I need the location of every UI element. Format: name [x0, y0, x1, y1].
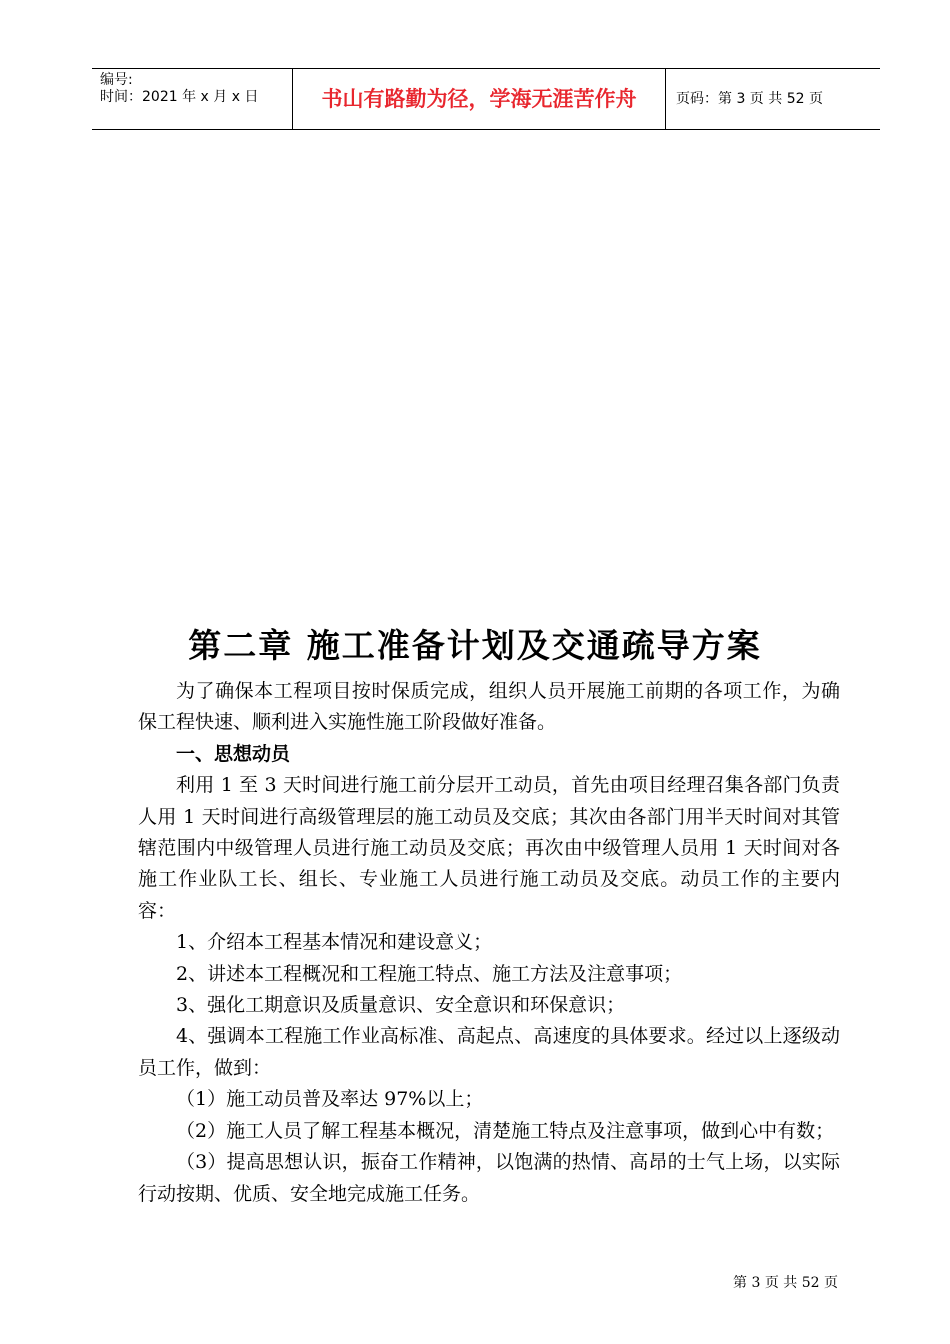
document-time-label: 时间：2021 年 x 月 x 日 [100, 89, 259, 105]
list-item: 1、介绍本工程基本情况和建设意义； [176, 931, 493, 954]
intro-paragraph: 为了确保本工程项目按时保质完成，组织人员开展施工前期的各项工作，为确保工程快速、顺利进入实施性施工阶段做好准备。 [138, 680, 840, 734]
sub-list-item: （3）提高思想认识，振奋工作精神，以饱满的热情、高昂的士气上场，以实际行动按期、优质、安全地完成施工任务。 [138, 1151, 840, 1205]
list-item: 2、讲述本工程概况和工程施工特点、施工方法及注意事项； [176, 962, 683, 985]
header-motto-cell [293, 69, 666, 129]
chapter-title: 第二章 施工准备计划及交通疏导方案 [188, 626, 762, 665]
document-number-label: 编号: [100, 72, 133, 88]
section-heading: 一、思想动员 [176, 742, 291, 765]
sub-list-item: （2）施工人员了解工程基本概况，清楚施工特点及注意事项，做到心中有数； [176, 1119, 835, 1142]
sub-list-item: （1）施工动员普及率达 97%以上； [176, 1088, 484, 1111]
header-meta-cell [92, 69, 293, 129]
page-footer: 第 3 页 共 52 页 [733, 1275, 838, 1291]
header-page-cell [666, 69, 880, 129]
list-item: 3、强化工期意识及质量意识、安全意识和环保意识； [176, 994, 626, 1017]
header-motto: 书山有路勤为径，学海无涯苦作舟 [321, 87, 637, 111]
body-paragraph: 利用 1 至 3 天时间进行施工前分层开工动员，首先由项目经理召集各部门负责人用 1 天时间进行高级管理层的施工动员及交底；其次由各部门用半天时间对其管辖范围内中级管理人员进行施工动员及交底；再次由中级管理人员用 1 天时间对各施工作业队工长、组长、专业施工人员进行施工动员及交底。动员工作的主要内容： [138, 774, 840, 922]
header-page-info: 页码：第 3 页 共 52 页 [676, 91, 823, 107]
page-header [92, 68, 880, 130]
list-item: 4、强调本工程施工作业高标准、高起点、高速度的具体要求。经过以上逐级动员工作，做到： [138, 1025, 840, 1079]
document-body [138, 676, 840, 1210]
